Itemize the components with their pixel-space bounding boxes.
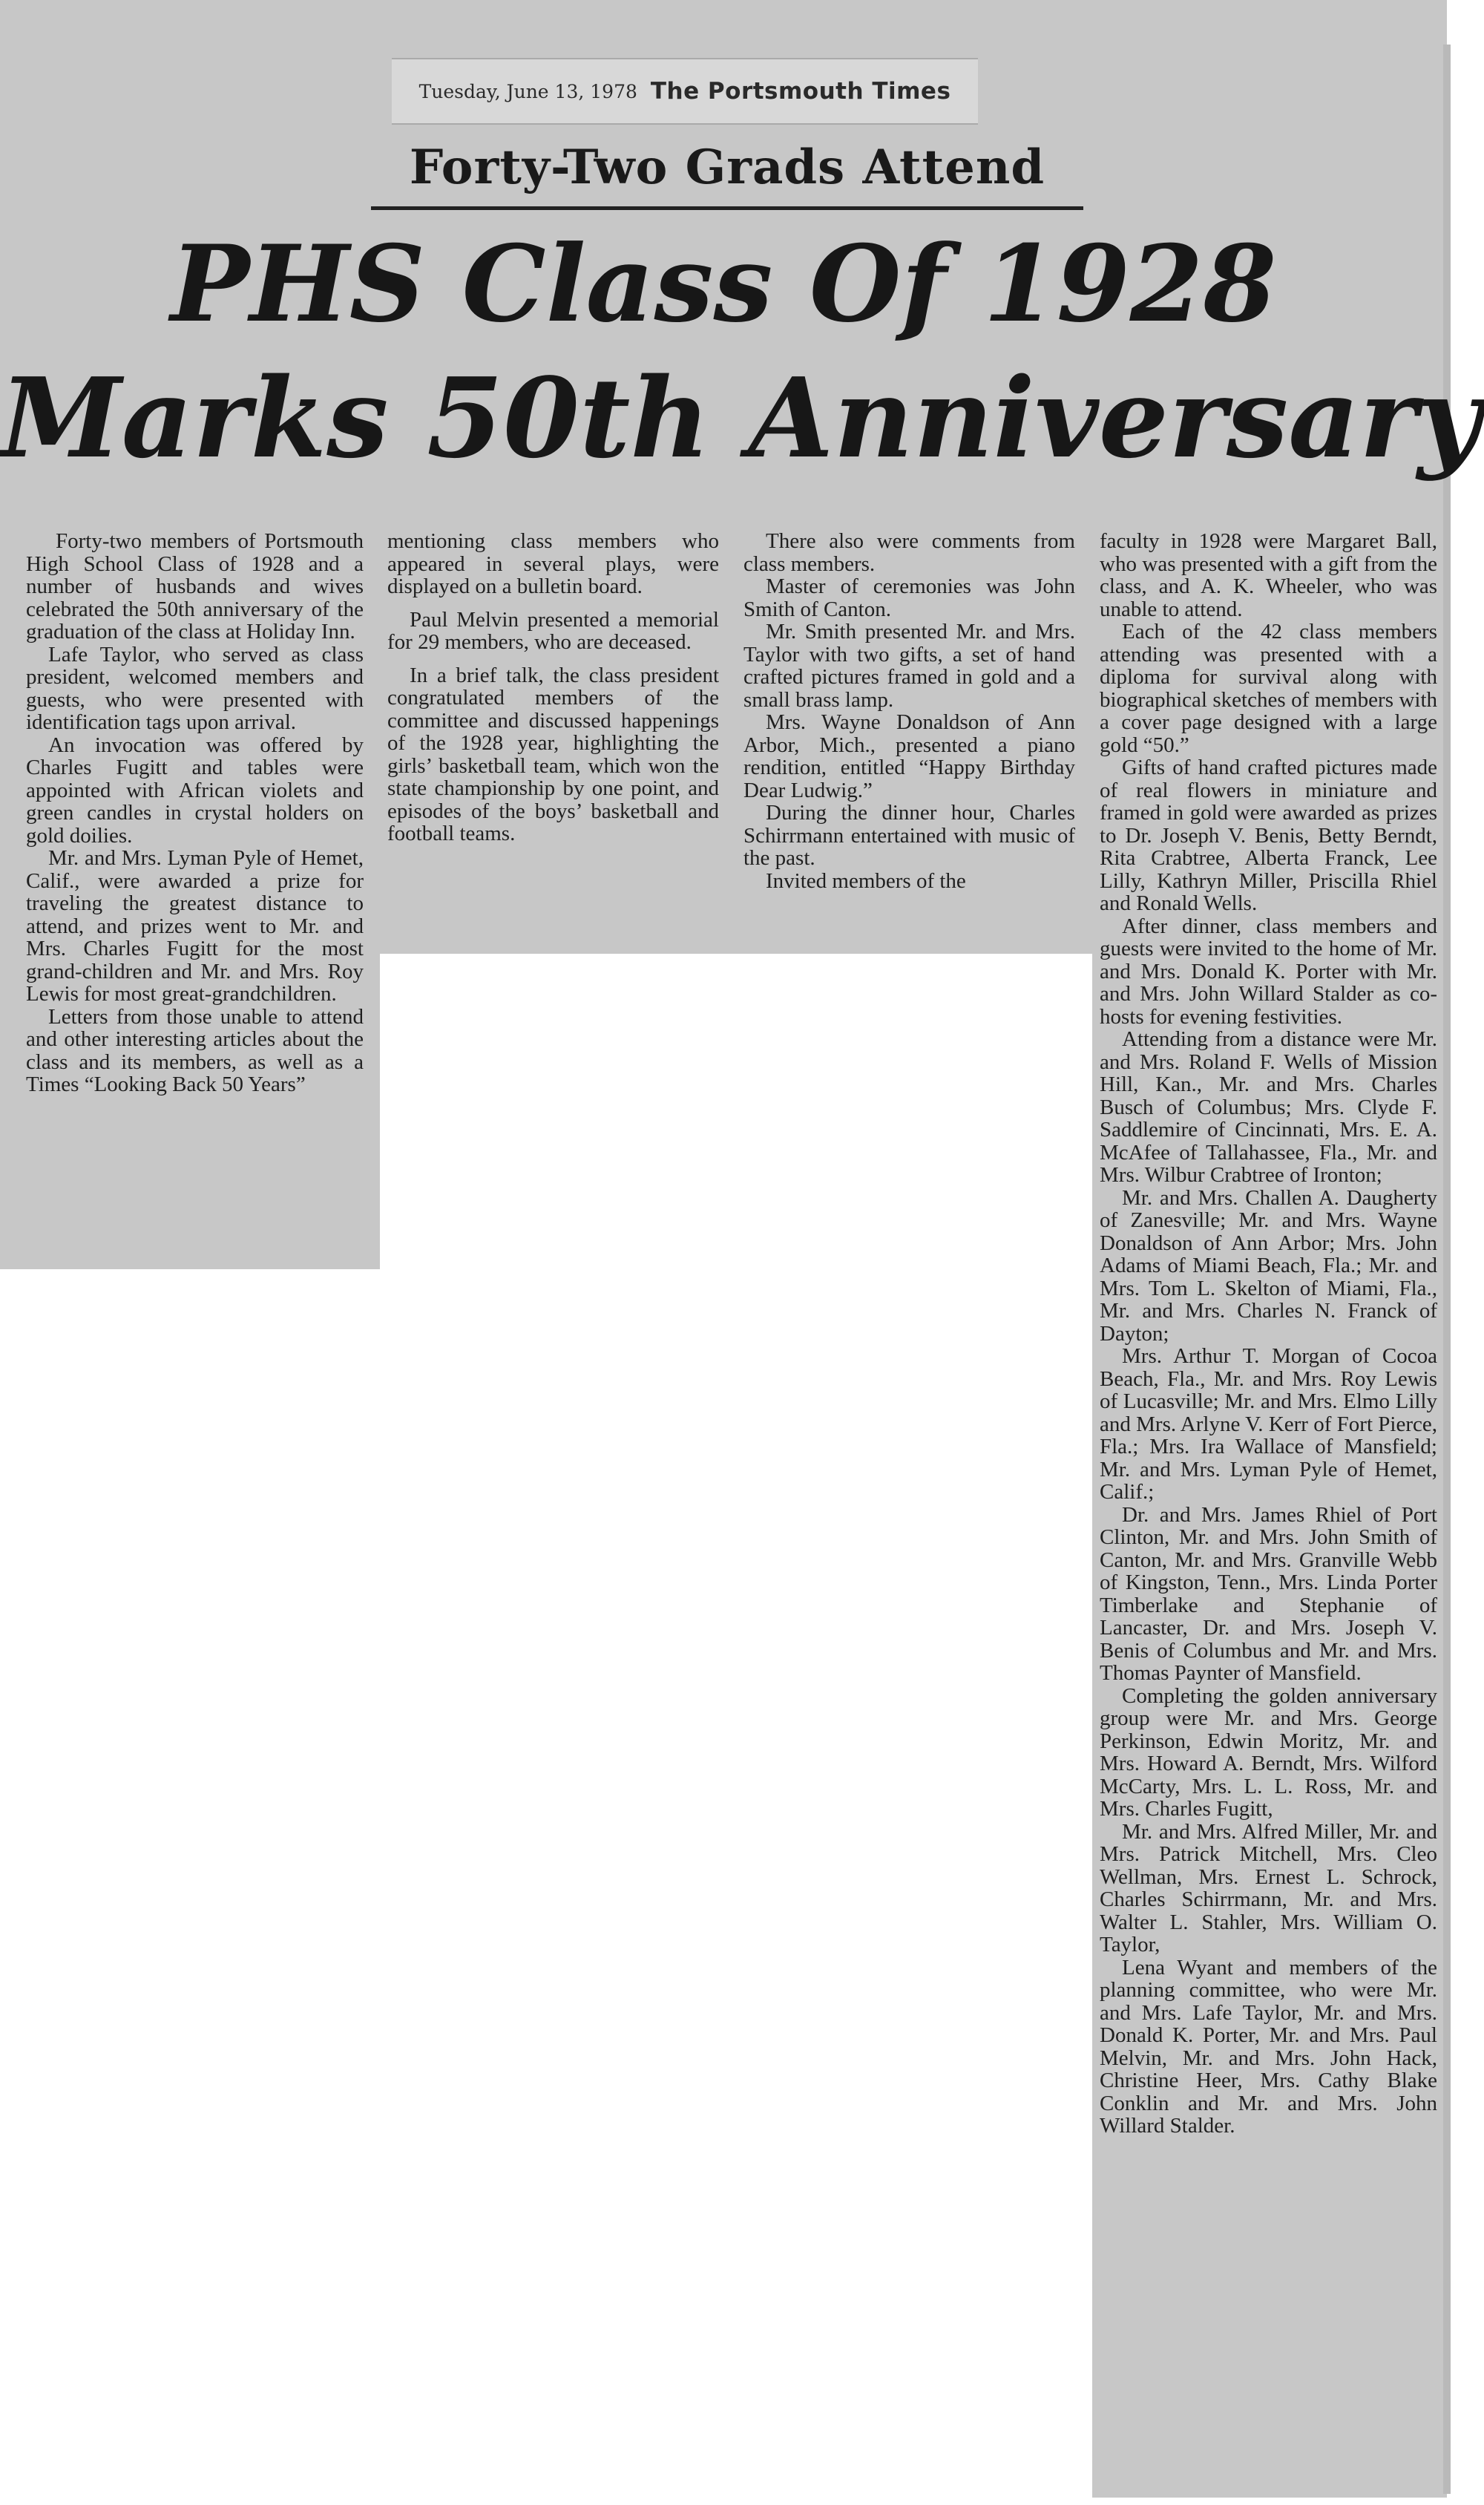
paragraph: There also were comments from class members. bbox=[743, 529, 1075, 576]
paragraph: Lafe Taylor, who served as class president, welcomed members and guests, who were presented with identification tags upon arrival. bbox=[26, 642, 364, 734]
paragraph: Mrs. Arthur T. Morgan of Cocoa Beach, Fla., Mr. and Mrs. Roy Lewis of Lucasville; Mr. and Mrs. Elmo Lilly and Mrs. Arlyne V. Kerr of Fort Pierce, Fla.; Mrs. Ira Wallace of Mansfield; Mr. and Mrs. Lyman Pyle of Hemet, Calif.; bbox=[1100, 1344, 1437, 1504]
paragraph: Mr. and Mrs. Lyman Pyle of Hemet, Calif., were awarded a prize for traveling the greatest distance to attend, and prizes went to Mr. and Mrs. Charles Fugitt for the most grand-children and Mr. and Mrs. Roy Lewis for most great-grandchildren. bbox=[26, 846, 364, 1006]
paragraph: Completing the golden anniversary group were Mr. and Mrs. George Perkinson, Edwin Moritz, Mr. and Mrs. Howard A. Berndt, Mrs. Wilford McCarty, Mrs. L. L. Ross, Mr. and Mrs. Charles Fugitt, bbox=[1100, 1683, 1437, 1821]
paragraph: Mr. Smith presented Mr. and Mrs. Taylor with two gifts, a set of hand crafted pictures framed in gold and a small brass lamp. bbox=[743, 620, 1075, 712]
article-column-3 bbox=[743, 530, 1075, 892]
article-column-1 bbox=[26, 530, 364, 1096]
headline-line-1: PHS Class Of 1928 bbox=[170, 223, 1277, 346]
article-column-2 bbox=[387, 530, 719, 845]
paragraph: Master of ceremonies was John Smith of Canton. bbox=[743, 574, 1075, 621]
paragraph: During the dinner hour, Charles Schirrmann entertained with music of the past. bbox=[743, 801, 1075, 870]
dateline-strip bbox=[392, 58, 978, 125]
kicker-underline bbox=[371, 206, 1083, 210]
paragraph: Mr. and Mrs. Challen A. Daugherty of Zanesville; Mr. and Mrs. Wayne Donaldson of Ann Arbor; Mrs. John Adams of Miami Beach, Fla.; Mr. and Mrs. Tom L. Skelton of Miami, Fla., Mr. and Mrs. Charles N. Franck of Dayton; bbox=[1100, 1185, 1437, 1346]
paragraph: Invited members of the bbox=[766, 868, 966, 893]
paragraph: Mr. and Mrs. Alfred Miller, Mr. and Mrs. Patrick Mitchell, Mrs. Cleo Wellman, Mrs. Ernest L. Schrock, Charles Schirrmann, Mr. and Mrs. Walter L. Stahler, Mrs. William O. Taylor, bbox=[1100, 1819, 1437, 1956]
article-column-4 bbox=[1100, 530, 1437, 2138]
paragraph: Mrs. Wayne Donaldson of Ann Arbor, Mich., presented a piano rendition, entitled “Happy Birthday Dear Ludwig.” bbox=[743, 710, 1075, 802]
paragraph: After dinner, class members and guests were invited to the home of Mr. and Mrs. Donald K. Porter with Mr. and Mrs. John Willard Stalder as co-hosts for evening festivities. bbox=[1100, 914, 1437, 1029]
paragraph: mentioning class members who appeared in several plays, were displayed on a bulletin board. bbox=[387, 529, 719, 598]
paragraph: Dr. and Mrs. James Rhiel of Port Clinton, Mr. and Mrs. John Smith of Canton, Mr. and Mrs. Granville Webb of Kingston, Tenn., Mrs. Linda Porter Timberlake and Stephanie of Lancaster, Dr. and Mrs. Joseph V. Benis of Columbus and Mr. and Mrs. Thomas Paynter of Mansfield. bbox=[1100, 1502, 1437, 1685]
headline-line-2: Marks 50th Anniversary bbox=[0, 353, 1482, 482]
paragraph: Each of the 42 class members attending was presented with a diploma for survival along with biographical sketches of members with a cover page designed with a large gold “50.” bbox=[1100, 620, 1437, 757]
paragraph: faculty in 1928 were Margaret Ball, who was presented with a gift from the class, and A. K. Wheeler, who was unable to attend. bbox=[1100, 529, 1437, 621]
paragraph: Lena Wyant and members of the planning committee, who were Mr. and Mrs. Lafe Taylor, Mr. and Mrs. Donald K. Porter, Mr. and Mrs. Paul Melvin, Mr. and Mrs. John Hack, Christine Heer, Mrs. Cathy Blake Conklin and Mr. and Mrs. John Willard Stalder. bbox=[1100, 1955, 1437, 2138]
paragraph: An invocation was offered by Charles Fugitt and tables were appointed with African violets and green candles in crystal holders on gold doilies. bbox=[26, 733, 364, 848]
newspaper-name: The Portsmouth Times bbox=[650, 78, 951, 105]
paragraph: Forty-two members of Portsmouth High School Class of 1928 and a number of husbands and wives celebrated the 50th anniversary of the graduation of the class at Holiday Inn. bbox=[26, 529, 364, 644]
paragraph: Paul Melvin presented a memorial for 29 members, who are deceased. bbox=[387, 607, 719, 654]
dateline-date: Tuesday, June 13, 1978 bbox=[418, 80, 637, 102]
paragraph: Attending from a distance were Mr. and Mrs. Roland F. Wells of Mission Hill, Kan., Mr. and Mrs. Charles Busch of Columbus; Mrs. Clyde F. Saddlemire of Cincinnati, Mrs. E. A. McAfee of Tallahassee, Fla., Mr. and Mrs. Wilbur Crabtree of Ironton; bbox=[1100, 1027, 1437, 1187]
paragraph: Gifts of hand crafted pictures made of real flowers in miniature and framed in gold were awarded as prizes to Dr. Joseph V. Benis, Betty Berndt, Rita Crabtree, Alberta Franck, Lee Lilly, Kathryn Miller, Priscilla Rhiel and Ronald Wells. bbox=[1100, 756, 1437, 915]
paragraph: In a brief talk, the class president congratulated members of the committee and discussed happenings of the 1928 year, highlighting the girls’ basketball team, which won the state championship by one point, and episodes of the boys’ basketball and football teams. bbox=[387, 663, 719, 845]
paragraph: Letters from those unable to attend and other interesting articles about the class and its members, as well as a Times “Looking Back 50 Years” bbox=[26, 1004, 364, 1096]
kicker-headline: Forty-Two Grads Attend bbox=[409, 140, 1045, 195]
